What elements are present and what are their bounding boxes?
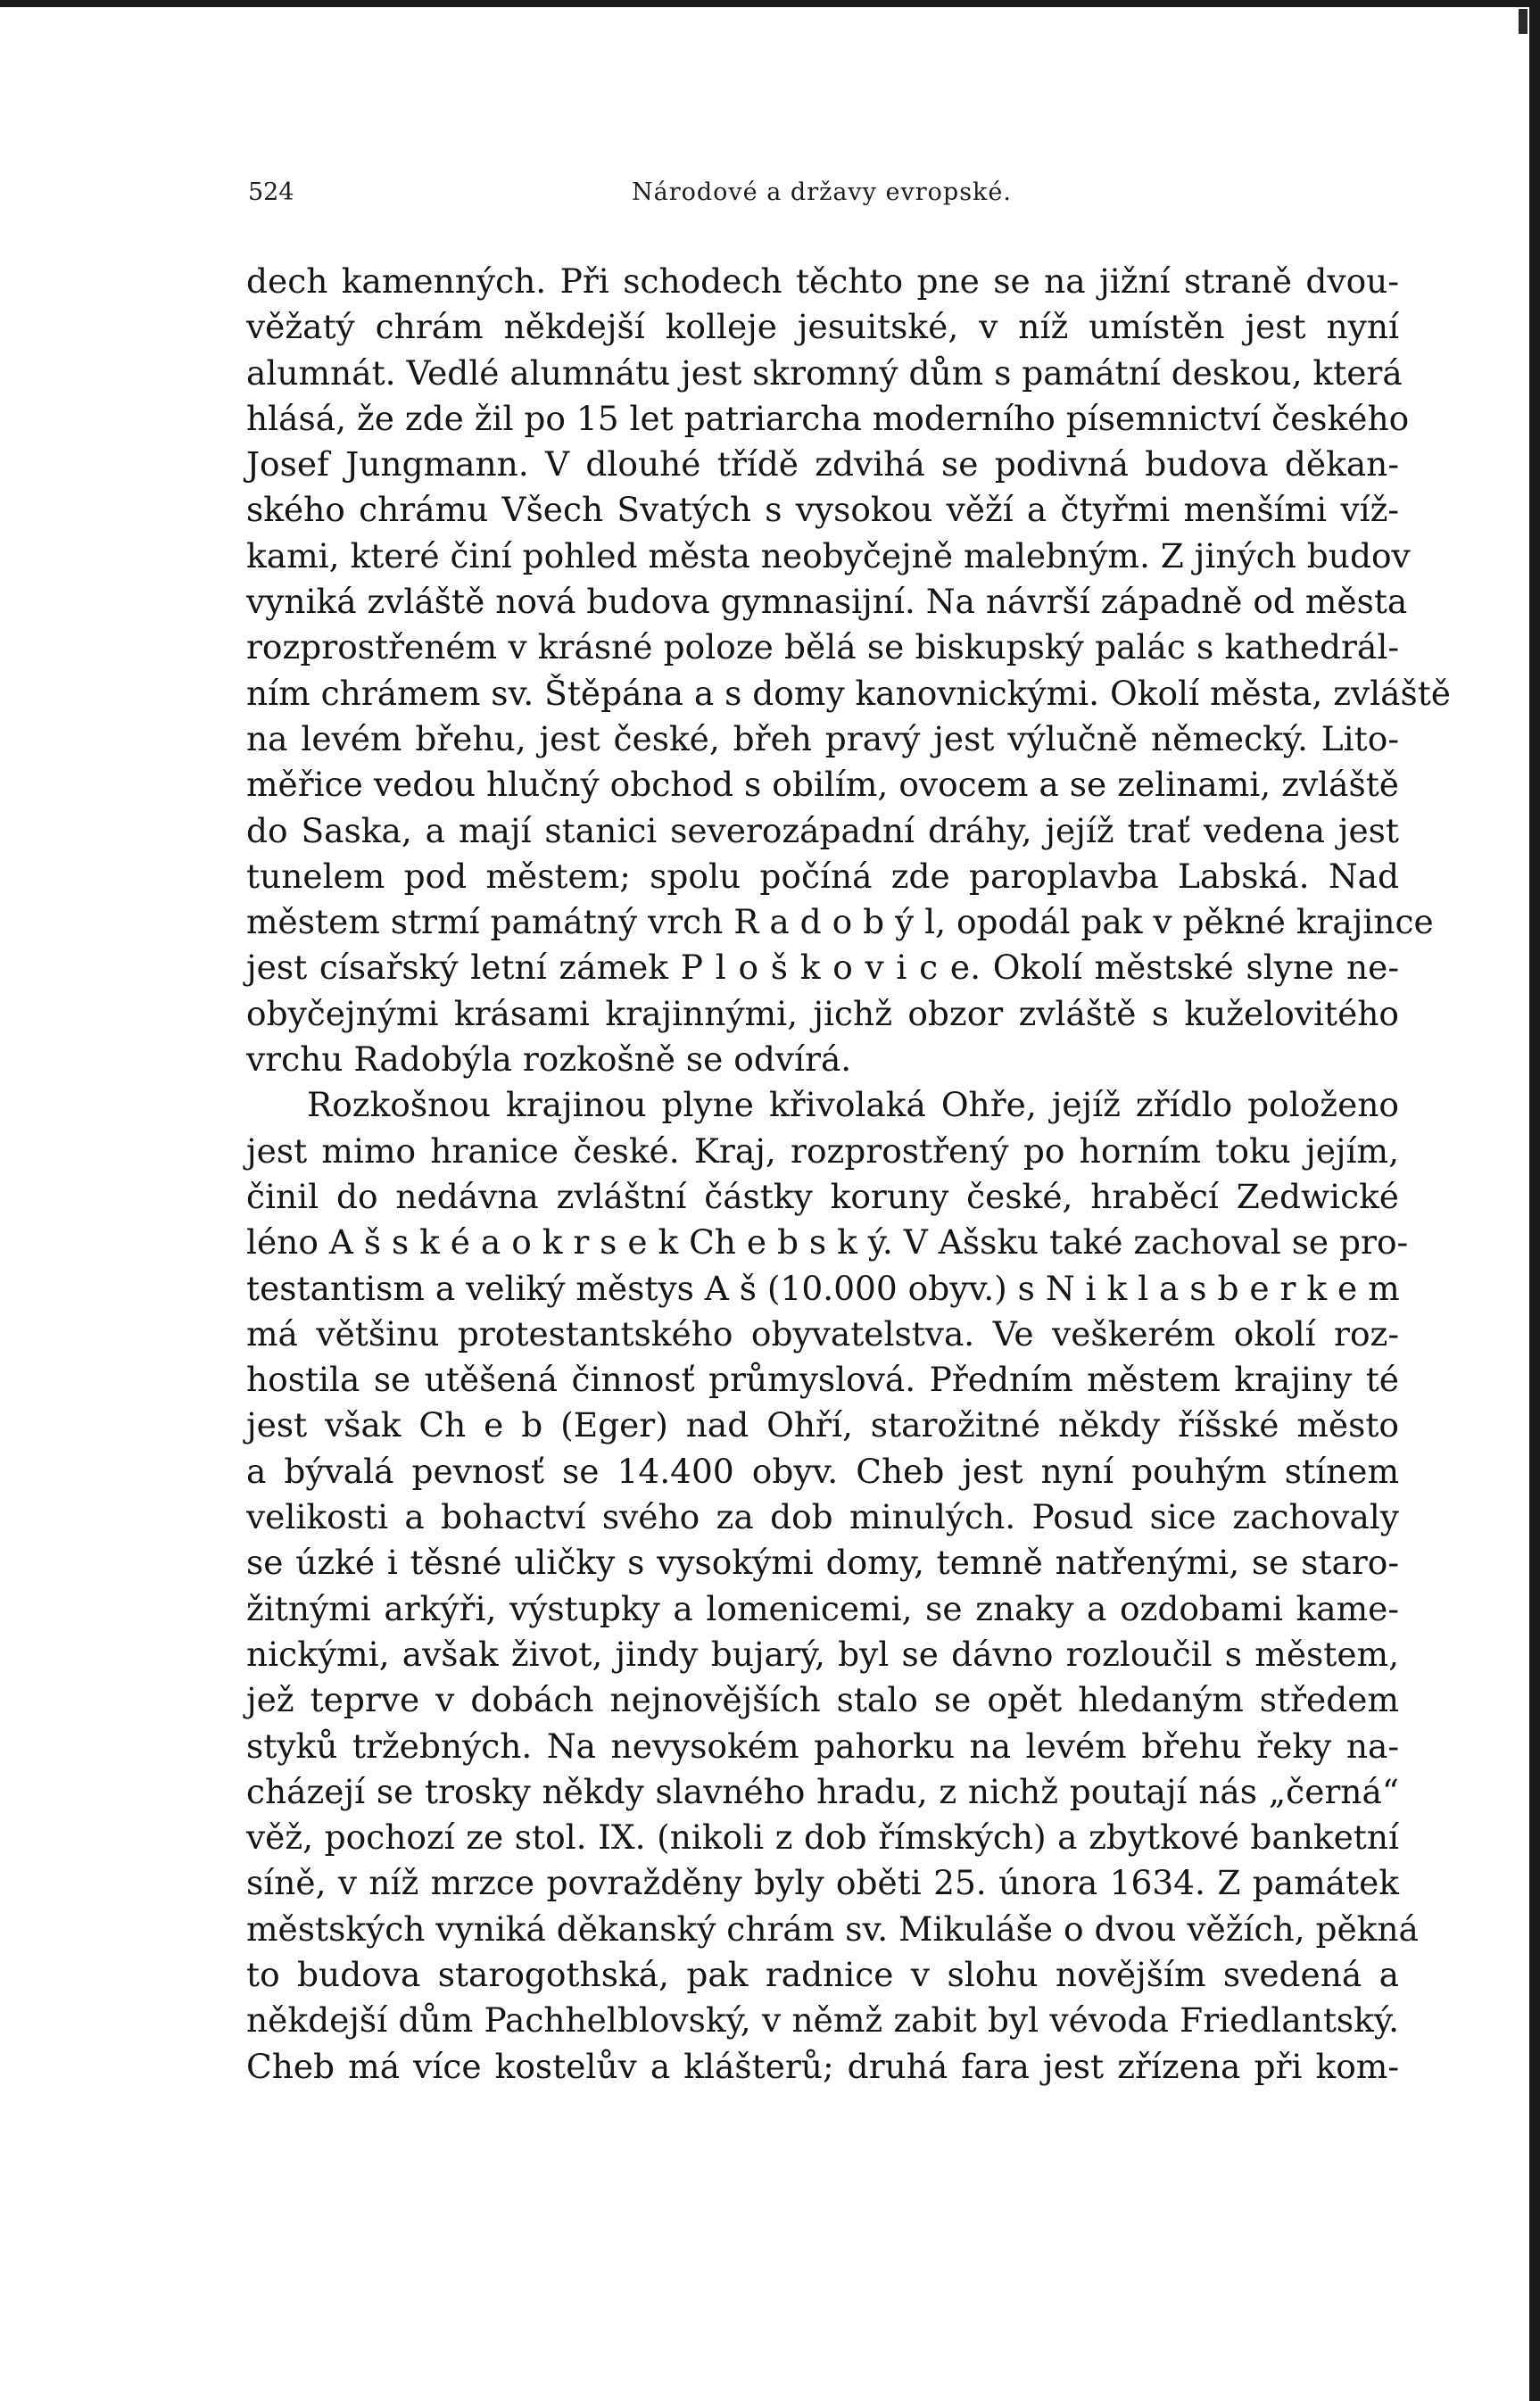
text-line: jest císařský letní zámek P l o š k o v i c e. Okolí městské slyne ne- [246,948,1399,988]
text-line: Cheb má více kostelův a klášterů; druhá fara jest zřízena při kom- [246,2046,1399,2086]
text-line: věž, pochozí ze stol. IX. (nikoli z dob římských) a zbytkové banketní [246,1817,1399,1858]
text-line: jest mimo hranice české. Kraj, rozprostřený po horním toku jejím, [246,1130,1399,1171]
text-line: městem strmí památný vrch R a d o b ý l, opodál pak v pěkné krajince [246,902,1434,942]
text-line: vyniká zvláště nová budova gymnasijní. Na návrší západně od města [246,582,1408,622]
text-line: někdejší dům Pachhelblovský, v němž zabit byl vévoda Friedlantský. [246,2000,1399,2041]
text-line: obyčejnými krásami krajinnými, jichž obzor zvláště s kuželovitého [246,993,1399,1033]
scan-edge-top [0,0,1540,7]
text-line: kami, které činí pohled města neobyčejně malebným. Z jiných budov [246,535,1411,575]
text-line: městských vyniká děkanský chrám sv. Mikuláše o dvou věžích, pěkná [246,1908,1419,1949]
text-line: má většinu protestantského obyvatelstva. Ve veškerém okolí roz- [246,1313,1399,1354]
text-line: jest však Ch e b (Eger) nad Ohří, starožitné někdy říšské město [246,1405,1399,1445]
text-line: do Saska, a mají stanici severozápadní dráhy, jejíž trať vedena jest [246,810,1399,850]
text-line: velikosti a bohactví svého za dob minulých. Posud sice zachovaly [246,1497,1399,1537]
text-line: styků tržebných. Na nevysokém pahorku na levém břehu řeky na- [246,1726,1399,1766]
scan-edge-mark [1519,9,1528,34]
page-number: 524 [248,178,294,206]
text-line: Josef Jungmann. V dlouhé třídě zdvihá se podivná budova děkan- [246,444,1399,484]
text-line: léno A š s k é a o k r s e k Ch e b s k ý. V Ašsku také zachoval se pro- [246,1222,1409,1263]
body-text [246,259,1451,2090]
text-line: na levém břehu, jest české, břeh pravý jest výlučně německý. Lito- [246,718,1399,758]
page-header [248,178,1395,218]
text-line: jež teprve v dobách nejnovějších stalo se opět hledaným středem [246,1680,1399,1720]
text-line: tunelem pod městem; spolu počíná zde paroplavba Labská. Nad [246,856,1399,896]
text-line: cházejí se trosky někdy slavného hradu, z nichž poutají nás „černá“ [246,1771,1399,1811]
text-line: síně, v níž mrzce povražděny byly oběti 25. února 1634. Z památek [246,1863,1399,1903]
text-line: žitnými arkýři, výstupky a lomenicemi, se znaky a ozdobami kame- [246,1588,1399,1628]
paragraph-end-line: vrchu Radobýla rozkošně se odvírá. [246,1039,852,1080]
text-line: činil do nedávna zvláštní částky koruny české, hraběcí Zedwické [246,1176,1399,1216]
text-line: nickými, avšak život, jindy bujarý, byl se dávno rozloučil s městem, [246,1634,1399,1674]
scan-edge-right [1529,0,1540,2401]
running-title: Národové a državy evropské. [632,178,1012,206]
text-line: dech kamenných. Při schodech těchto pne se na jižní straně dvou- [246,261,1399,301]
text-line: alumnát. Vedlé alumnátu jest skromný dům s památní deskou, která [246,352,1403,393]
text-line: testantism a veliký městys A š (10.000 obyv.) s N i k l a s b e r k e m [246,1268,1400,1308]
text-line: to budova starogothská, pak radnice v slohu novějším svedená a [246,1954,1399,1994]
text-line: měřice vedou hlučný obchod s obilím, ovocem a se zelinami, zvláště [246,765,1399,805]
text-line: a bývalá pevnosť se 14.400 obyv. Cheb jest nyní pouhým stínem [246,1451,1399,1491]
text-line: rozprostřeném v krásné poloze bělá se biskupský palác s kathedrál- [246,627,1399,667]
paragraph-start-line: Rozkošnou krajinou plyne křivolaká Ohře, jejíž zřídlo položeno [307,1085,1399,1125]
text-line: hostila se utěšená činnosť průmyslová. Předním městem krajiny té [246,1360,1399,1400]
text-line: ského chrámu Všech Svatých s vysokou věží a čtyřmi menšími víž- [246,490,1399,530]
text-line: věžatý chrám někdejší kolleje jesuitské, v níž umístěn jest nyní [246,307,1399,347]
text-line: ním chrámem sv. Štěpána a s domy kanovnickými. Okolí města, zvláště [246,673,1451,713]
text-line: hlásá, že zde žil po 15 let patriarcha moderního písemnictví českého [246,398,1410,438]
text-line: se úzké i těsné uličky s vysokými domy, temně natřenými, se staro- [246,1543,1399,1583]
